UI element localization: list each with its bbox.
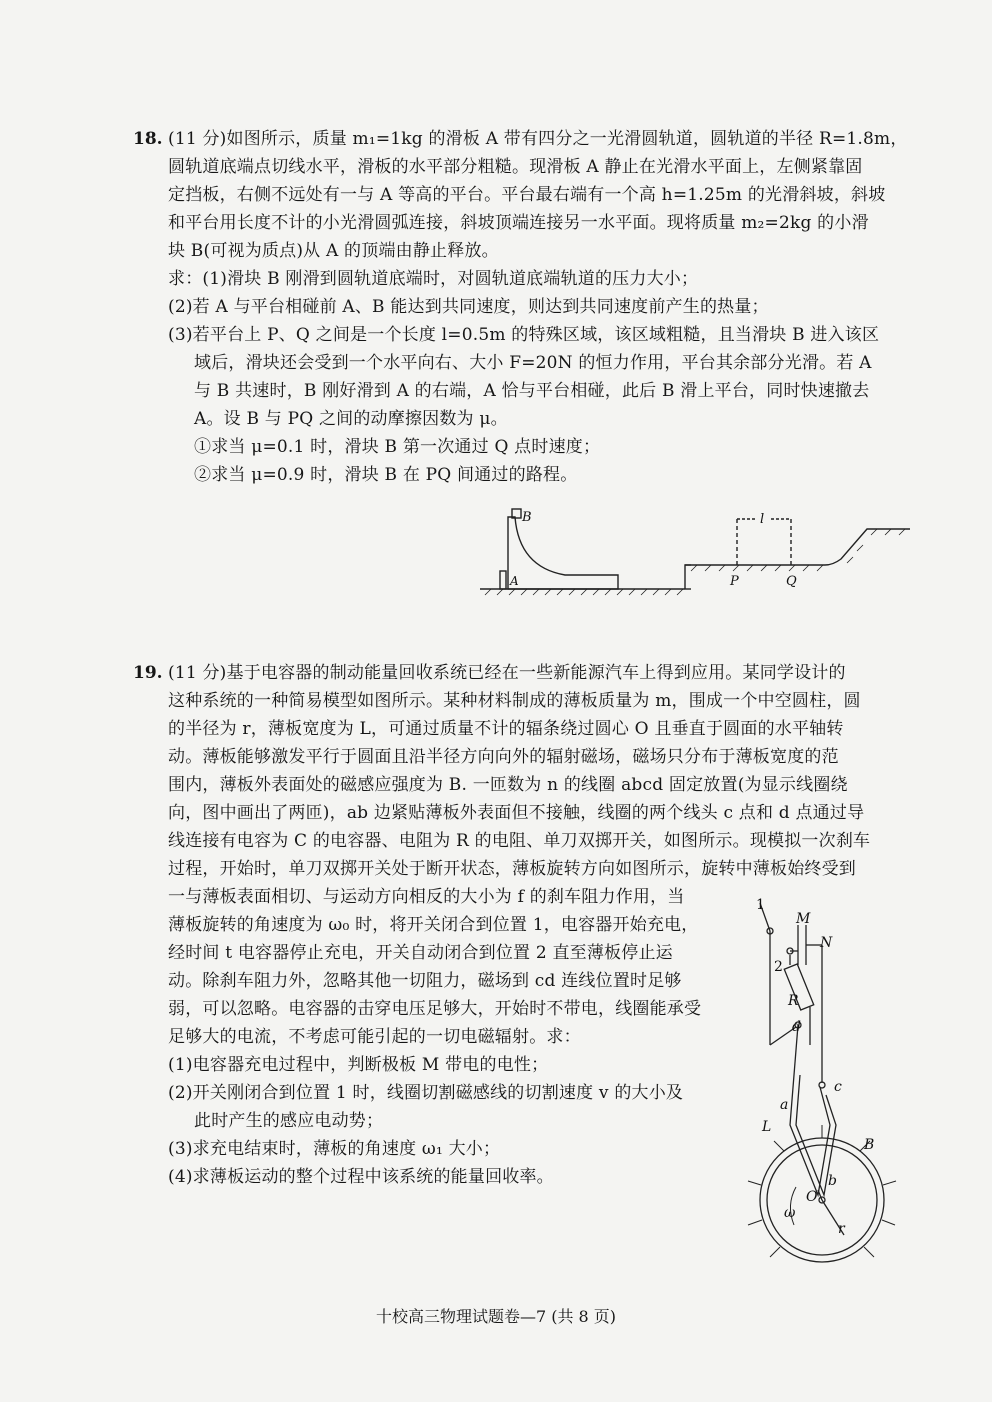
q19-line: 经时间 t 电容器停止充电，开关自动闭合到位置 2 直至薄板停止运: [168, 943, 673, 963]
q18-line: 和平台用长度不计的小光滑圆弧连接，斜坡顶端连接另一水平面。现将质量 m₂=2kg 的小滑: [168, 213, 869, 233]
label-l: l: [760, 512, 765, 527]
q19-line: (4)求薄板运动的整个过程中该系统的能量回收率。: [168, 1167, 554, 1187]
q18-line: 求：(1)滑块 B 刚滑到圆轨道底端时，对圆轨道底端轨道的压力大小；: [168, 269, 699, 289]
q19-line: 的半径为 r，薄板宽度为 L，可通过质量不计的辐条绕过圆心 O 且垂直于圆面的水平轴转: [168, 719, 844, 739]
label-r: r: [838, 1221, 845, 1237]
q19-line: 动。除刹车阻力外，忽略其他一切阻力，磁场到 cd 连线位置时足够: [168, 971, 682, 991]
q19-line: 弱，可以忽略。电容器的击穿电压足够大，开始时不带电，线圈能承受: [168, 999, 702, 1019]
label-Q: Q: [786, 574, 797, 589]
q18-line: 圆轨道底端点切线水平，滑板的水平部分粗糙。现滑板 A 静止在光滑水平面上，左侧紧靠固: [168, 157, 863, 177]
label-R: R: [788, 993, 799, 1009]
q19-line: (2)开关刚闭合到位置 1 时，线圈切割磁感线的切割速度 v 的大小及: [168, 1083, 684, 1103]
label-N: N: [820, 935, 833, 951]
q19-line: 薄板旋转的角速度为 ω₀ 时，将开关闭合到位置 1，电容器开始充电，: [168, 915, 699, 935]
label-1: 1: [756, 897, 765, 913]
label-b: b: [828, 1173, 837, 1189]
q18-line: ①求当 μ=0.1 时，滑块 B 第一次通过 Q 点时速度；: [194, 437, 601, 457]
label-B: B: [522, 510, 532, 525]
q19-diagram: [730, 895, 910, 1275]
q18-line: (2)若 A 与平台相碰前 A、B 能达到共同速度，则达到共同速度前产生的热量；: [168, 297, 769, 317]
q19-line: 足够大的电流，不考虑可能引起的一切电磁辐射。求：: [168, 1027, 581, 1047]
q19-line: 这种系统的一种简易模型如图所示。某种材料制成的薄板质量为 m，围成一个中空圆柱，圆: [168, 691, 861, 711]
q18-line: A。设 B 与 PQ 之间的动摩擦因数为 μ。: [194, 409, 508, 429]
label-L: L: [762, 1119, 772, 1135]
q18-line: ②求当 μ=0.9 时，滑块 B 在 PQ 间通过的路程。: [194, 465, 578, 485]
label-c: c: [834, 1079, 842, 1095]
q18-line: 与 B 共速时，B 刚好滑到 A 的右端，A 恰与平台相碰，此后 B 滑上平台，同时快速撤去: [194, 381, 870, 401]
q18-diagram: [475, 505, 915, 600]
q19-line: 过程，开始时，单刀双掷开关处于断开状态，薄板旋转方向如图所示，旋转中薄板始终受到: [168, 859, 856, 879]
q18-line: 块 B(可视为质点)从 A 的顶端由静止释放。: [168, 241, 499, 261]
label-2: 2: [774, 959, 783, 975]
q18-line: 域后，滑块还会受到一个水平向右、大小 F=20N 的恒力作用，平台其余部分光滑。若 A: [194, 353, 872, 373]
q18-line: 定挡板，右侧不远处有一与 A 等高的平台。平台最右端有一个高 h=1.25m 的光滑斜坡，斜坡: [168, 185, 886, 205]
q19-line: 围内，薄板外表面处的磁感应强度为 B. 一匝数为 n 的线圈 abcd 固定放置(为显示线圈绕: [168, 775, 848, 795]
q18-number: 18.: [133, 129, 163, 149]
label-M: M: [796, 911, 811, 927]
q19-line: 动。薄板能够激发平行于圆面且沿半径方向向外的辐射磁场，磁场只分布于薄板宽度的范: [168, 747, 839, 767]
label-omega: ω: [784, 1205, 796, 1221]
label-O: O: [806, 1189, 818, 1205]
page-footer: 十校高三物理试题卷—7 (共 8 页): [375, 1307, 617, 1326]
label-P: P: [730, 574, 739, 589]
q19-line: 线连接有电容为 C 的电容器、电阻为 R 的电阻、单刀双掷开关，如图所示。现模拟一次刹车: [168, 831, 871, 851]
q19-line: (1)电容器充电过程中，判断极板 M 带电的电性；: [168, 1055, 549, 1075]
label-A: A: [510, 574, 519, 588]
q19-line: 一与薄板表面相切、与运动方向相反的大小为 f 的刹车阻力作用，当: [168, 887, 685, 907]
label-B: B: [864, 1137, 875, 1153]
q19-line: (3)求充电结束时，薄板的角速度 ω₁ 大小；: [168, 1139, 501, 1159]
q19-number: 19.: [133, 663, 163, 683]
label-d: d: [792, 1019, 801, 1035]
q19-line: 向，图中画出了两匝)，ab 边紧贴薄板外表面但不接触，线圈的两个线头 c 点和 d 点通过导: [168, 803, 865, 823]
label-a: a: [780, 1097, 789, 1113]
q18-line: (11 分)如图所示，质量 m₁=1kg 的滑板 A 带有四分之一光滑圆轨道，圆轨道的半径 R=1.8m，: [168, 129, 908, 149]
q19-line: 此时产生的感应电动势；: [194, 1111, 384, 1131]
q19-line: (11 分)基于电容器的制动能量回收系统已经在一些新能源汽车上得到应用。某同学设计的: [168, 663, 846, 683]
q18-line: (3)若平台上 P、Q 之间是一个长度 l=0.5m 的特殊区域，该区域粗糙，且当滑块 B 进入该区: [168, 325, 880, 345]
